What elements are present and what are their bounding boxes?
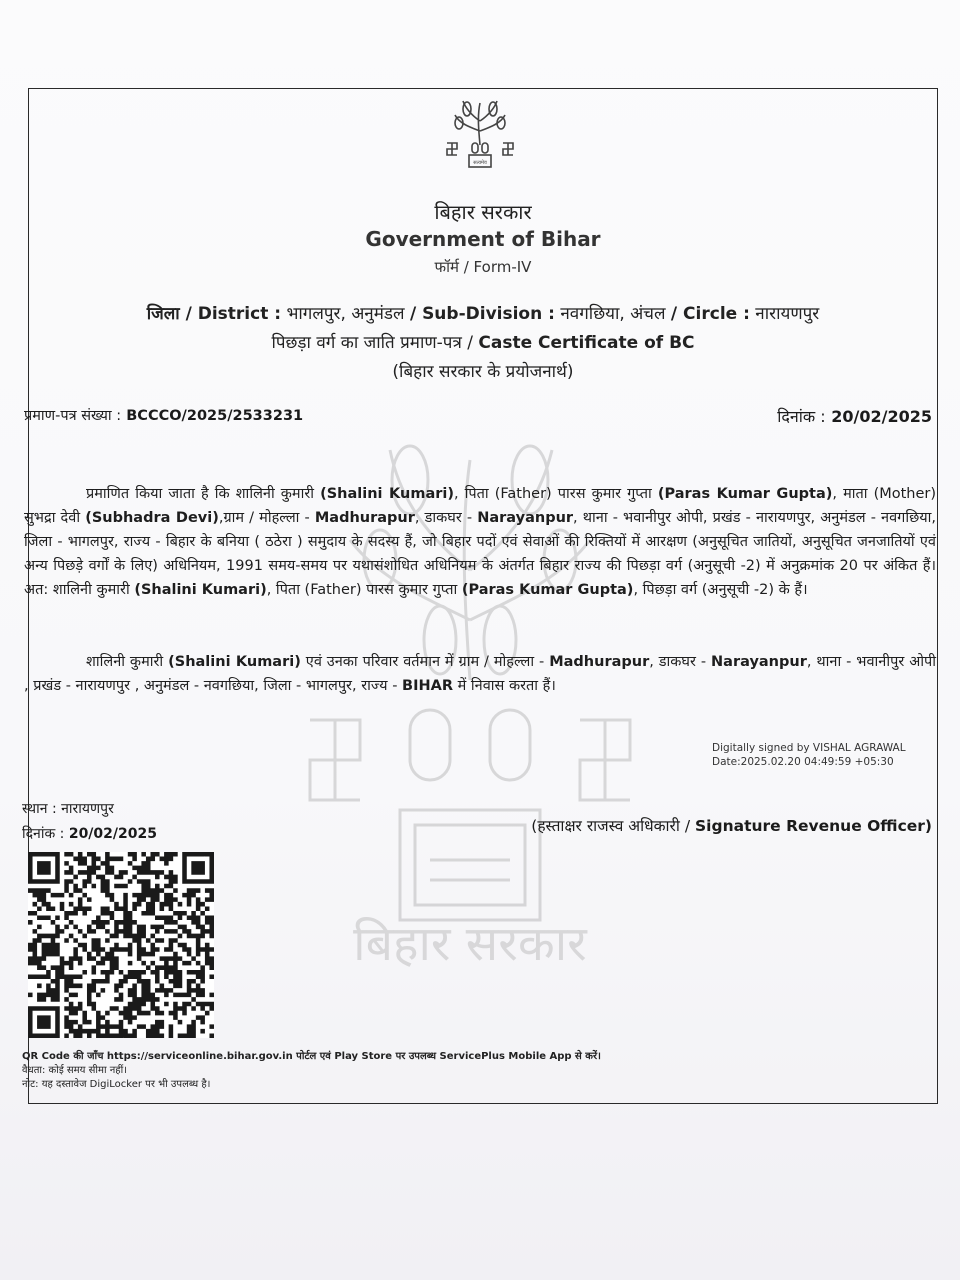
p1-father-en: (Paras Kumar Gupta) xyxy=(657,486,833,502)
p1-name-en: (Shalini Kumari) xyxy=(320,486,454,502)
certificate-date-label: दिनांक : xyxy=(777,407,826,426)
certificate-number-value: BCCCO/2025/2533231 xyxy=(126,408,304,424)
p2-state-en: BIHAR xyxy=(402,678,454,694)
p1-mother: , माता (Mother) सुभद्रा देवी xyxy=(24,486,937,526)
jurisdiction-line xyxy=(28,301,938,324)
signature-officer-hindi: (हस्ताक्षर राजस्व अधिकारी / xyxy=(531,817,691,835)
certificate-date xyxy=(777,405,932,427)
qr-notes xyxy=(22,1050,601,1092)
issue-place-value: नारायणपुर xyxy=(61,801,114,817)
p2-name-en: (Shalini Kumari) xyxy=(168,654,301,670)
p1-father2-en: (Paras Kumar Gupta) xyxy=(461,582,634,598)
issue-place-label: स्थान : xyxy=(22,801,57,817)
circle-label: / Circle : xyxy=(670,304,750,324)
p2-po-en: Narayanpur xyxy=(711,654,807,670)
certificate-type xyxy=(28,330,938,353)
circle-value: नारायणपुर xyxy=(755,304,820,324)
watermark-text: बिहार सरकार xyxy=(353,916,587,972)
form-number: फॉर्म / Form-IV xyxy=(434,258,532,276)
certificate-date-value: 20/02/2025 xyxy=(831,407,932,426)
bihar-emblem-icon xyxy=(441,97,519,169)
p2-village-en: Madhurapur xyxy=(549,654,650,670)
p1-village: ,ग्राम / मोहल्ला - xyxy=(218,510,310,526)
certification-paragraph xyxy=(24,482,936,602)
p1-village-en: Madhurapur xyxy=(314,510,415,526)
qr-note-digilocker: नोट: यह दस्तावेज DigiLocker पर भी उपलब्ध है। xyxy=(22,1079,211,1090)
p1-intro: प्रमाणित किया जाता है कि शालिनी कुमारी xyxy=(86,486,315,502)
signature-officer xyxy=(531,814,932,836)
p1-father: , पिता (Father) पारस कुमार गुप्ता xyxy=(453,486,652,502)
issue-place xyxy=(22,799,114,818)
qr-note-validity: वैधता: कोई समय सीमा नहीं। xyxy=(22,1065,127,1076)
p1-end: , पिछड़ा वर्ग (अनुसूची -2) के हैं। xyxy=(633,582,808,598)
signature-officer-english: Signature Revenue Officer) xyxy=(695,817,932,835)
govt-hindi: बिहार सरकार xyxy=(434,200,532,224)
digital-signature xyxy=(712,741,906,769)
digital-signature-signer: Digitally signed by VISHAL AGRAWAL xyxy=(712,742,906,754)
govt-english: Government of Bihar xyxy=(365,227,601,251)
p2-end: में निवास करता हैं। xyxy=(457,678,556,694)
qr-note-verify: QR Code की जाँच https://serviceonline.bihar.gov.in पोर्टल एवं Play Store पर उपलब्ध ServicePlus Mobile App से करें। xyxy=(22,1051,601,1062)
qr-modules xyxy=(28,852,214,1038)
qr-code[interactable] xyxy=(28,852,214,1038)
digital-signature-date: Date:2025.02.20 04:49:59 +05:30 xyxy=(712,756,894,768)
emblem-text: सत्यमेव xyxy=(473,160,487,166)
p2-intro: शालिनी कुमारी xyxy=(86,654,164,670)
certificate-purpose: (बिहार सरकार के प्रयोजनार्थ) xyxy=(392,362,574,382)
district-value: भागलपुर, अनुमंडल xyxy=(286,304,405,324)
certificate-number-label: प्रमाण-पत्र संख्या : xyxy=(24,408,122,424)
p1-po: , डाकघर - xyxy=(414,510,473,526)
p2-a: एवं उनका परिवार वर्तमान में ग्राम / मोहल्ला - xyxy=(305,654,545,670)
certificate-type-hindi: पिछड़ा वर्ग का जाति प्रमाण-पत्र / xyxy=(271,333,473,353)
residence-paragraph xyxy=(24,650,936,698)
issue-date-value: 20/02/2025 xyxy=(68,826,157,842)
subdivision-label: / Sub-Division : xyxy=(409,304,555,324)
issue-date-label: दिनांक : xyxy=(22,826,65,842)
district-label: जिला / District : xyxy=(146,304,282,324)
certificate-number xyxy=(24,405,303,425)
p1-mother-en: (Subhadra Devi) xyxy=(85,510,219,526)
issue-date xyxy=(22,824,157,843)
p2-b: , डाकघर - xyxy=(649,654,707,670)
p1-rest: , थाना - भवानीपुर ओपी, प्रखंड - नारायणपुर, अनुमंडल - नवगछिया, जिला - भागलपुर, राज्य - बिहार के बनिया ( ठठेरा ) समुदाय के सदस्य हैं, जो बिहार पदों एवं सेवाओं की रिक्तियों में आरक्षण (अनुसूचित जातियों, अनुसूचित जनजातियों एवं अन्य पिछड़े वर्गों के लिए) अधिनियम, 1991 समय-समय पर यथासंशोधित अधिनियम के अंतर्गत बिहार राज्य की पिछड़ा वर्ग (अनुसूची -2) में अनुक्रमांक 20 पर अंकित हैं। अत: शालिनी कुमारी xyxy=(24,510,937,598)
p1-po-en: Narayanpur xyxy=(477,510,574,526)
certificate-type-english: Caste Certificate of BC xyxy=(478,333,695,353)
p1-name2-en: (Shalini Kumari) xyxy=(134,582,267,598)
p1-father2: , पिता (Father) पारस कुमार गुप्ता xyxy=(266,582,458,598)
subdivision-value: नवगछिया, अंचल xyxy=(560,304,666,324)
p2-c: , थाना - भवानीपुर ओपी , प्रखंड - नारायणपुर , अनुमंडल - नवगछिया, जिला - भागलपुर, राज्य - xyxy=(24,654,937,694)
